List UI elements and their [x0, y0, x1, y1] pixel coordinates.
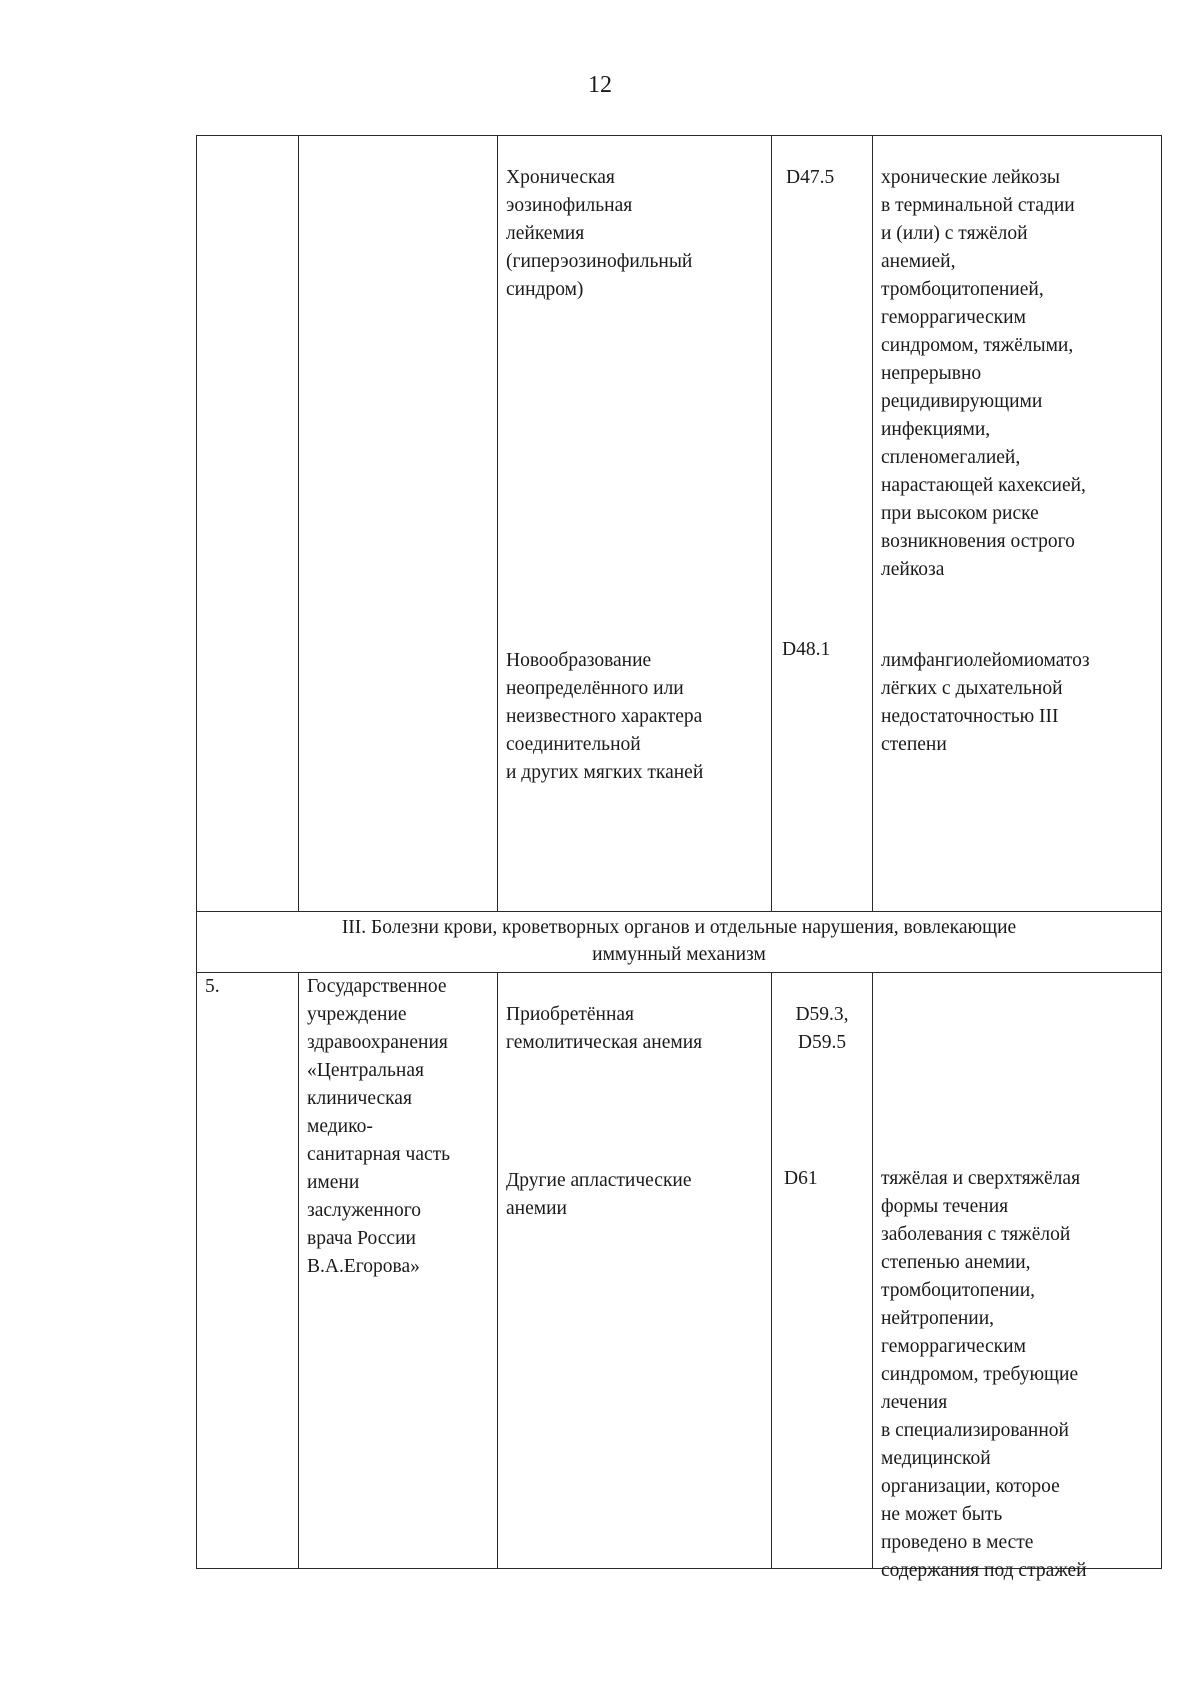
disease-text: Хроническая эозинофильная лейкемия (гиперэозинофильный синдром) [506, 167, 693, 300]
icd-code: D47.5 [786, 167, 835, 188]
institution-cell: Государственное учреждение здравоохранения «Центральная клиническая медико- санитарная часть имени заслуженного врача России В.А.Егорова» [299, 973, 498, 1569]
institution-cell [299, 136, 498, 912]
disease-cell [498, 973, 772, 1569]
table-row [197, 973, 1162, 1569]
conditions-text: хронические лейкозы в терминальной стадии и (или) с тяжёлой анемией, тромбоцитопенией, геморрагическим синдромом, тяжёлыми, непрерывно рецидивирующими инфекциями, спленомегалией, нарастающей кахексией, при высоком риске возникновения острого лейкоза [881, 167, 1086, 580]
icd-code: D59.3, D59.5 [795, 1004, 849, 1053]
conditions-cell [873, 973, 1162, 1581]
disease-cell [498, 136, 772, 912]
number-cell [197, 136, 299, 912]
disease-text: Приобретённая гемолитическая анемия [506, 1004, 703, 1053]
conditions-text: лимфангиолейомиоматоз лёгких с дыхательной недостаточностью III степени [881, 650, 1090, 755]
code-cell [772, 136, 873, 912]
conditions-table [196, 135, 1162, 1581]
page-number: 12 [588, 72, 612, 98]
conditions-text: тяжёлая и сверхтяжёлая формы течения заболевания с тяжёлой степенью анемии, тромбоцитопении, нейтропении, геморрагическим синдромом, требующие лечения в специализированной медицинской организации, которое не может быть проведено в месте содержания под стражей [881, 1168, 1087, 1581]
icd-code: D48.1 [782, 639, 831, 660]
conditions-cell [873, 136, 1162, 912]
section-heading: III. Болезни крови, кроветворных органов и отдельные нарушения, вовлекающие иммунный механизм [197, 912, 1162, 973]
icd-code: D61 [784, 1168, 818, 1189]
disease-text: Другие апластические анемии [506, 1170, 692, 1219]
code-cell [772, 973, 873, 1569]
number-cell: 5. [197, 973, 299, 1569]
table-row [197, 136, 1162, 912]
disease-text: Новообразование неопределённого или неизвестного характера соединительной и других мягких тканей [506, 650, 704, 783]
